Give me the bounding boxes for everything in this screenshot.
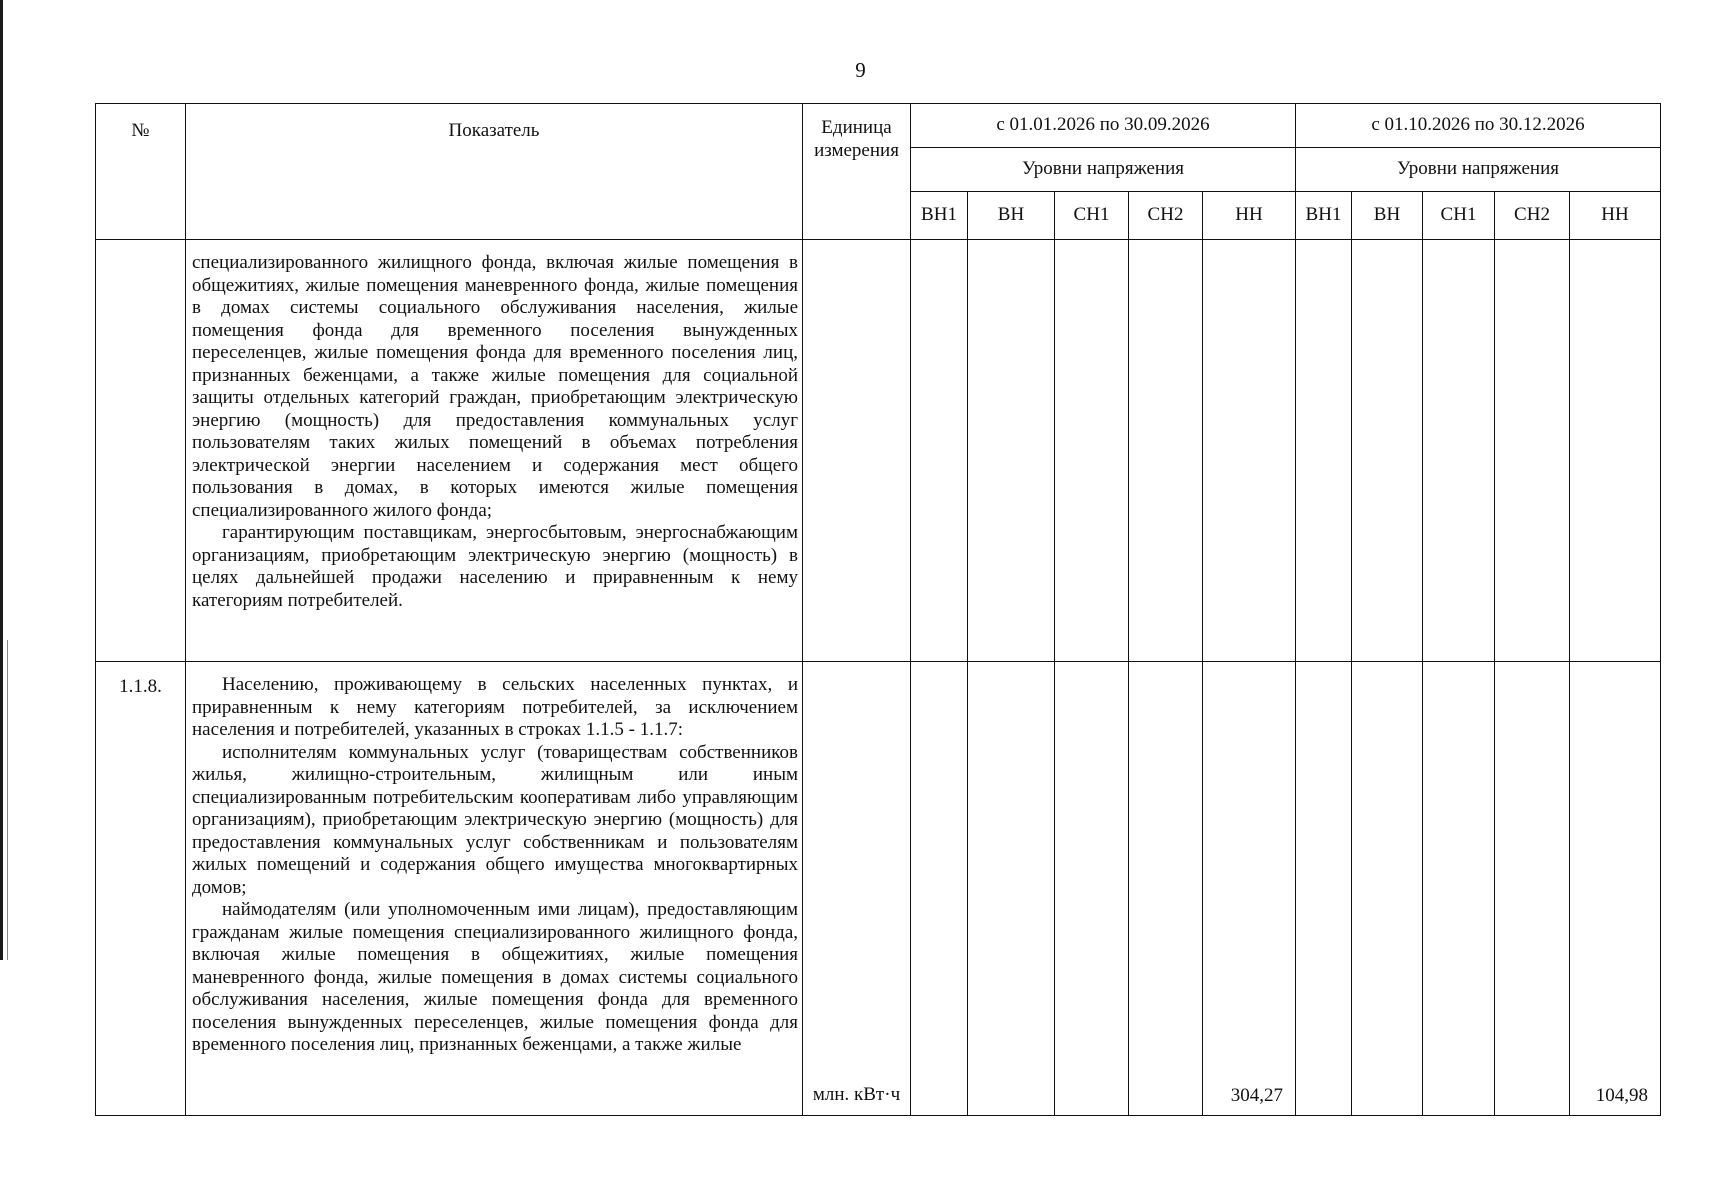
value-cell [911,662,968,1116]
header-period-1: с 01.01.2026 по 30.09.2026 [911,104,1296,148]
header-voltage-levels-2: Уровни напряжения [1296,148,1661,192]
header-level-sn1-p1: СН1 [1055,192,1129,240]
value-cell [1129,240,1203,662]
value-cell [1055,240,1129,662]
row-indicator-text [186,662,803,1116]
header-voltage-levels-1: Уровни напряжения [911,148,1296,192]
header-level-sn2-p2: СН2 [1495,192,1570,240]
value-cell [1570,240,1661,662]
row-indicator-text [186,240,803,662]
header-period-2: с 01.10.2026 по 30.12.2026 [1296,104,1661,148]
value-cell [1495,662,1570,1116]
value-cell [1296,662,1352,1116]
value-cell [1296,240,1352,662]
header-indicator: Показатель [186,104,803,240]
header-level-vn-p1: ВН [968,192,1055,240]
indicator-paragraph: исполнителям коммунальных услуг (товариществам собственников жилья, жилищно-строительным, жилищным или иным специализированным потребительским кооперативам либо управляющим организациям), приобретающим электрическую энергию (мощность) для предоставления коммунальных услуг собственникам и пользователям жилых помещений и содержания общего имущества многоквартирных домов; [192,741,798,898]
indicator-paragraph: специализированного жилищного фонда, включая жилые помещения в общежитиях, жилые помещения маневренного фонда, жилые помещения в домах системы социального обслуживания населения, жилые помещения фонда для временного поселения вынужденных переселенцев, жилые помещения фонда для временного поселения лиц, признанных беженцами, а также жилые помещения для социальной защиты отдельных категорий граждан, приобретающим электрическую энергию (мощность) для предоставления коммунальных услуг пользователям таких жилых помещений в объемах потребления электрической энергии населением и содержания мест общего пользования в домах, в которых имеются жилые помещения специализированного жилого фонда; [192,252,798,521]
header-level-vn1-p1: ВН1 [911,192,968,240]
value-cell [1352,662,1423,1116]
header-level-sn2-p1: СН2 [1129,192,1203,240]
header-level-nn-p1: НН [1203,192,1296,240]
row-number: 1.1.8. [96,662,186,1116]
page-number: 9 [855,58,866,82]
header-level-vn1-p2: ВН1 [1296,192,1352,240]
page-left-scan-edge [0,0,3,960]
header-unit: Единица измерения [803,104,911,240]
table-row [96,240,1661,662]
row-number [96,240,186,662]
indicator-paragraph: Населению, проживающему в сельских населенных пунктах, и приравненным к нему категориям потребителей, за исключением населения и потребителей, указанных в строках 1.1.5 - 1.1.7: [192,674,798,740]
header-level-sn1-p2: СН1 [1423,192,1495,240]
tariff-volume-table [95,103,1661,1116]
header-level-vn-p2: ВН [1352,192,1423,240]
table-row [96,662,1661,1116]
value-cell [1129,662,1203,1116]
value-cell [1423,240,1495,662]
value-cell [968,662,1055,1116]
value-cell [911,240,968,662]
value-cell [1055,662,1129,1116]
value-cell [1203,240,1296,662]
header-number: № [96,104,186,240]
page-left-scan-edge-thin [7,640,8,960]
value-cell-nn-period2: 104,98 [1570,662,1661,1116]
indicator-paragraph: наймодателям (или уполномоченным ими лицам), предоставляющим гражданам жилые помещения специализированного жилищного фонда, включая жилые помещения в общежитиях, жилые помещения маневренного фонда, жилые помещения в домах системы социального обслуживания населения, жилые помещения фонда для временного поселения вынужденных переселенцев, жилые помещения фонда для временного поселения лиц, признанных беженцами, а также жилые [192,899,798,1055]
value-cell [968,240,1055,662]
value-cell-nn-period1: 304,27 [1203,662,1296,1116]
row-unit: млн. кВт·ч [803,662,911,1116]
header-level-nn-p2: НН [1570,192,1661,240]
value-cell [1352,240,1423,662]
row-unit [803,240,911,662]
value-cell [1495,240,1570,662]
value-cell [1423,662,1495,1116]
indicator-paragraph: гарантирующим поставщикам, энергосбытовым, энергоснабжающим организациям, приобретающим электрическую энергию (мощность) в целях дальнейшей продажи населению и приравненным к нему категориям потребителей. [192,522,798,611]
